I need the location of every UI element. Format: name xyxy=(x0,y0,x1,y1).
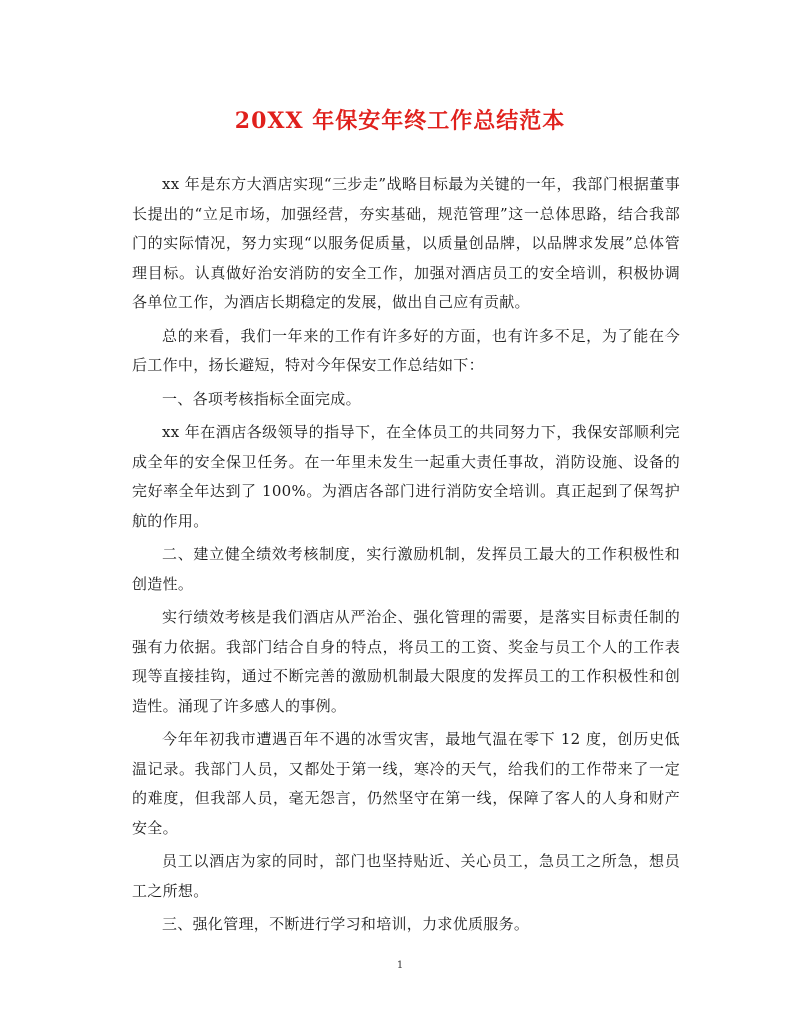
page-number: 1 xyxy=(396,960,404,971)
paragraph-overview: 总的来看，我们一年来的工作有许多好的方面，也有许多不足，为了能在今后工作中，扬长避短，特对今年保安工作总结如下： xyxy=(132,326,680,374)
document-body xyxy=(132,170,680,944)
paragraph-section-2a: 实行绩效考核是我们酒店从严治企、强化管理的需要，是落实目标责任制的强有力依据。我部门结合自身的特点，将员工的工资、奖金与员工个人的工作表现等直接挂钩，通过不断完善的激励机制最大限度的发挥员工的工作积极性和创造性。涌现了许多感人的事例。 xyxy=(132,608,680,715)
paragraph-intro: xx 年是东方大酒店实现“三步走”战略目标最为关键的一年，我部门根据董事长提出的“立足市场，加强经营，夯实基础，规范管理”这一总体思路，结合我部门的实际情况，努力实现“以服务促质量，以质量创品牌，以品牌求发展”总体管理目标。认真做好治安消防的安全工作，加强对酒店员工的安全培训，积极协调各单位工作，为酒店长期稳定的发展，做出自己应有贡献。 xyxy=(132,175,680,311)
paragraph-section-2b: 今年年初我市遭遇百年不遇的冰雪灾害，最地气温在零下 12 度，创历史低温记录。我部门人员，又都处于第一线，寒冷的天气，给我们的工作带来了一定的难度，但我部人员，毫无怨言，仍然坚守在第一线，保障了客人的人身和财产安全。 xyxy=(132,730,680,837)
section-heading-1: 一、各项考核指标全面完成。 xyxy=(162,389,361,408)
section-heading-2: 二、建立健全绩效考核制度，实行激励机制，发挥员工最大的工作积极性和创造性。 xyxy=(132,545,680,593)
section-heading-3: 三、强化管理，不断进行学习和培训，力求优质服务。 xyxy=(162,915,530,933)
document-title: 20XX 年保安年终工作总结范本 xyxy=(234,108,566,134)
paragraph-section-2c: 员工以酒店为家的同时，部门也坚持贴近、关心员工，急员工之所急，想员工之所想。 xyxy=(132,852,680,900)
paragraph-section-1: xx 年在酒店各级领导的指导下，在全体员工的共同努力下，我保安部顺利完成全年的安全保卫任务。在一年里未发生一起重大责任事故，消防设施、设备的完好率全年达到了 100%。为酒店各部门进行消防安全培训。真正起到了保驾护航的作用。 xyxy=(132,423,680,530)
